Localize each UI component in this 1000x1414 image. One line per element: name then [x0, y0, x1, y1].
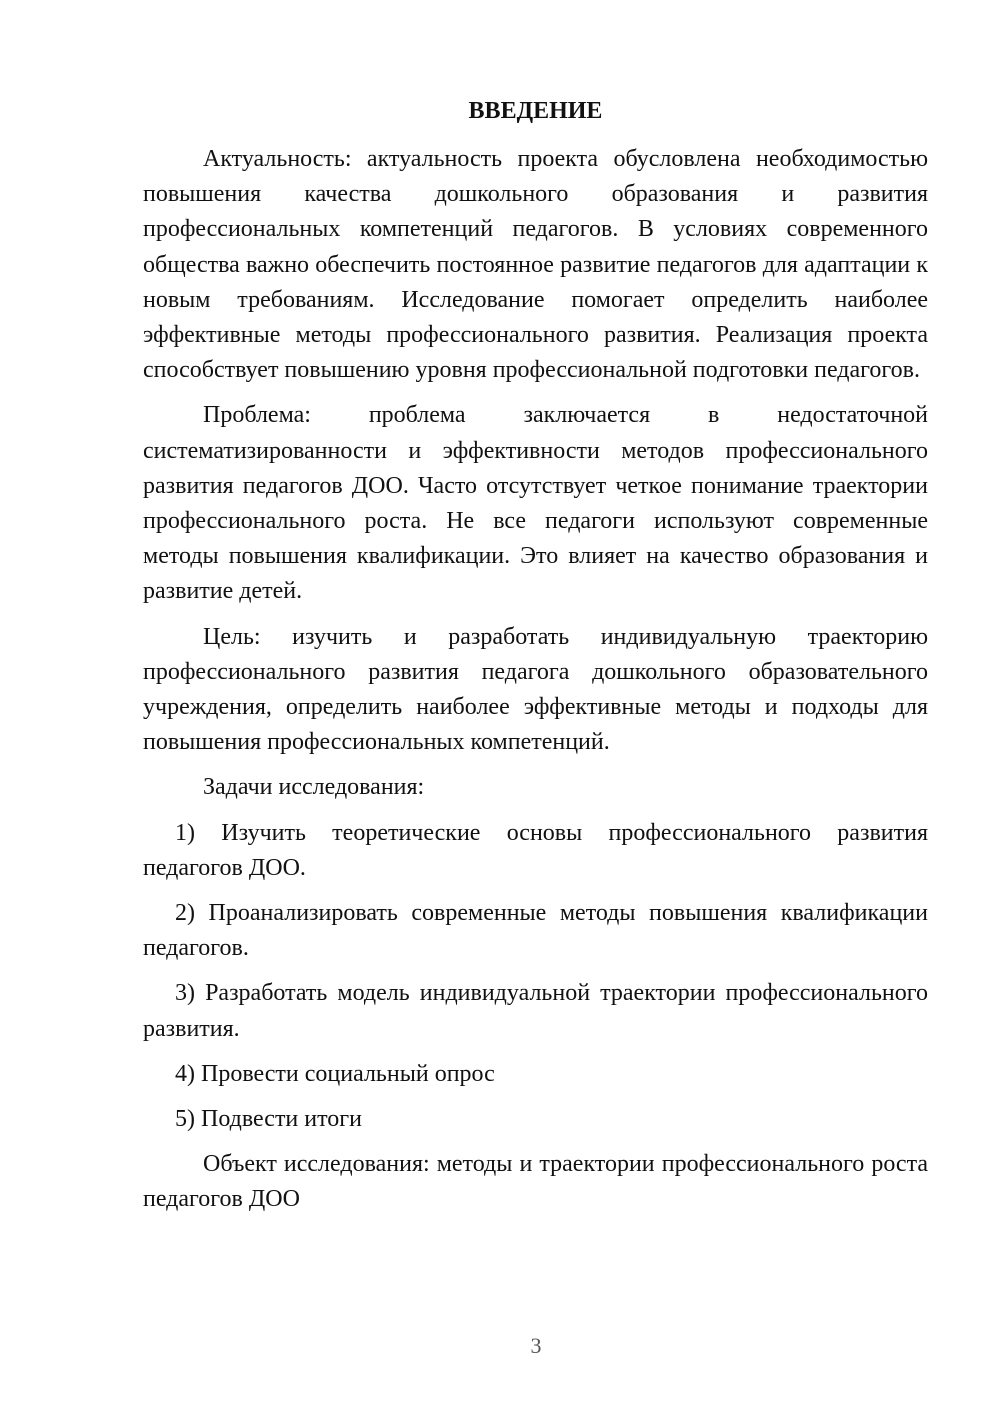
task-item-5: 5) Подвести итоги: [175, 1106, 362, 1133]
task-item-2: 2) Проанализировать современные методы повышения квалификации педагогов.: [143, 900, 928, 962]
page-content: [143, 96, 928, 1228]
task-item-3: 3) Разработать модель индивидуальной траектории профессионального развития.: [143, 980, 928, 1042]
paragraph-goal: Цель: изучить и разработать индивидуальную траекторию профессионального развития педагога дошкольного образовательного учреждения, определить наиболее эффективные методы и подходы для повышения профессиональных компетенций.: [143, 623, 928, 756]
paragraph-tasks-heading: Задачи исследования:: [203, 774, 425, 801]
paragraph-object: Объект исследования: методы и траектории профессионального роста педагогов ДОО: [143, 1151, 928, 1213]
page-number: 3: [530, 1333, 542, 1358]
task-item-1: 1) Изучить теоретические основы профессионального развития педагогов ДОО.: [143, 819, 928, 881]
paragraph-relevance: Актуальность: актуальность проекта обусловлена необходимостью повышения качества дошкольного образования и развития профессиональных компетенций педагогов. В условиях современного общества важно обеспечить постоянное развитие педагогов для адаптации к новым требованиям. Исследование помогает определить наиболее эффективные методы профессионального развития. Реализация проекта способствует повышению уровня профессиональной подготовки педагогов.: [143, 146, 928, 384]
section-title: ВВЕДЕНИЕ: [468, 98, 603, 124]
paragraph-problem: Проблема: проблема заключается в недостаточной систематизированности и эффективности методов профессионального развития педагогов ДОО. Часто отсутствует четкое понимание траектории профессионального роста. Не все педагоги используют современные методы повышения квалификации. Это влияет на качество образования и развитие детей.: [143, 402, 928, 605]
task-item-4: 4) Провести социальный опрос: [175, 1060, 495, 1087]
